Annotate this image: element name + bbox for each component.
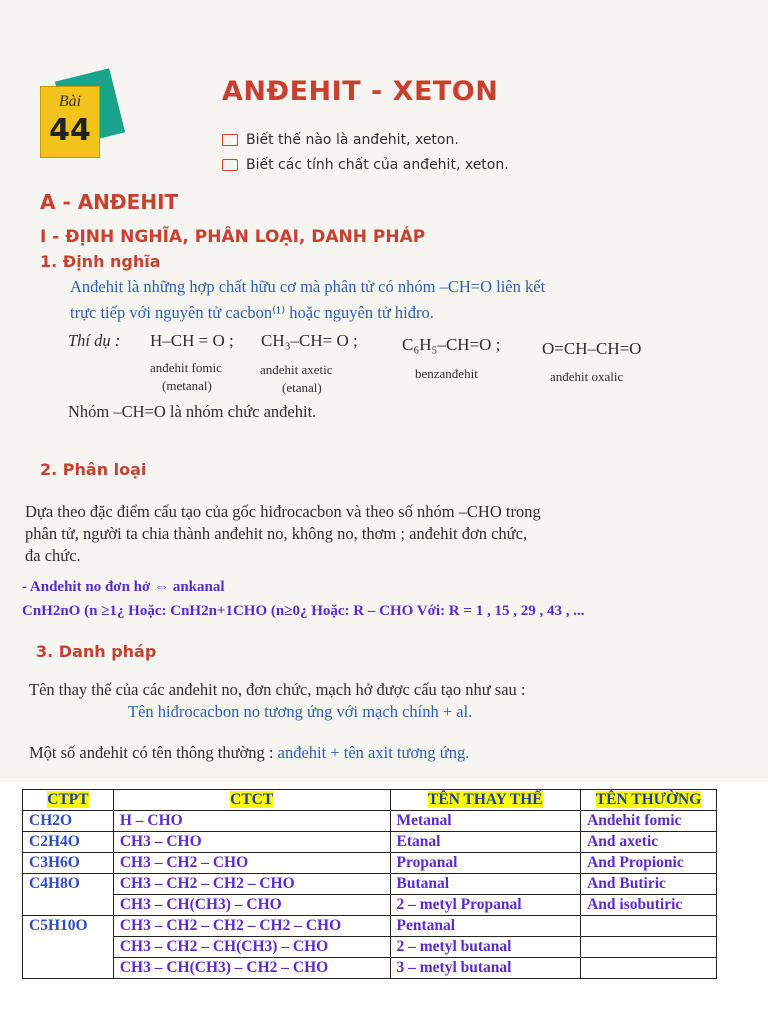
subsection-heading: I - ĐỊNH NGHĨA, PHÂN LOẠI, DANH PHÁP	[40, 227, 426, 247]
table-row	[23, 958, 717, 979]
table-cell: Etanal	[390, 832, 581, 853]
header-cell: TÊN THAY THẾ	[390, 790, 581, 811]
table-cell: CH3 – CH2 – CH(CH3) – CHO	[113, 937, 390, 958]
table-cell: Pentanal	[390, 916, 581, 937]
table-cell	[581, 937, 717, 958]
table-cell: C4H8O	[23, 874, 114, 916]
heading-naming: 3. Danh pháp	[36, 642, 157, 661]
functional-group-text: Nhóm –CH=O là nhóm chức anđehit.	[68, 402, 317, 421]
table-cell	[581, 916, 717, 937]
table-cell: CH3 – CH2 – CH2 – CH2 – CHO	[113, 916, 390, 937]
table-cell: CH3 – CH2 – CHO	[113, 853, 390, 874]
table-cell: CH3 – CH2 – CH2 – CHO	[113, 874, 390, 895]
example-name: anđehit fomic	[150, 360, 222, 375]
table-cell: And axetic	[581, 832, 717, 853]
table-cell: CH3 – CH(CH3) – CHO	[113, 895, 390, 916]
example-formula: CH₃–CH= O ;	[261, 331, 358, 350]
note-line: - Andehit no đơn hở ⇔ ankanal	[22, 579, 225, 595]
table-cell: C2H4O	[23, 832, 114, 853]
table-cell: 3 – metyl butanal	[390, 958, 581, 979]
table-cell: 2 – metyl Propanal	[390, 895, 581, 916]
classification-line: Dựa theo đặc điểm cấu tạo của gốc hiđrocacbon và theo số nhóm –CHO trong	[25, 502, 541, 521]
example-formula: C₆H₅–CH=O ;	[402, 335, 501, 354]
table-cell: Butanal	[390, 874, 581, 895]
example-name: benzanđehit	[415, 366, 478, 381]
table-row	[23, 811, 717, 832]
example-alt-name: (etanal)	[282, 380, 322, 395]
table-row	[23, 895, 717, 916]
table-cell: And Butiric	[581, 874, 717, 895]
table-cell: And Propionic	[581, 853, 717, 874]
table-cell: H – CHO	[113, 811, 390, 832]
page-title: ANĐEHIT - XETON	[222, 76, 499, 107]
naming-rule: Tên hiđrocacbon no tương ứng với mạch chính + al.	[128, 702, 473, 721]
example-label: Thí dụ :	[68, 331, 121, 350]
table-cell: CH3 – CHO	[113, 832, 390, 853]
header-cell: CTCT	[113, 790, 390, 811]
table-row	[23, 937, 717, 958]
example-name: anđehit oxalic	[550, 369, 624, 384]
table-cell: C5H10O	[23, 916, 114, 979]
table-header-row	[23, 790, 717, 811]
header-cell: CTPT	[23, 790, 114, 811]
example-name: anđehit axetic	[260, 362, 333, 377]
note-line: CnH2nO (n ≥1¿ Hoặc: CnH2n+1CHO (n≥0¿ Hoặc: R – CHO Với: R = 1 , 15 , 29 , 43 , ...	[22, 603, 585, 619]
table-cell: Andehit fomic	[581, 811, 717, 832]
table-cell: C3H6O	[23, 853, 114, 874]
table-cell: And isobutiric	[581, 895, 717, 916]
lesson-label: Bài	[58, 93, 82, 110]
classification-line: đa chức.	[25, 546, 81, 565]
lesson-badge	[40, 86, 100, 158]
lesson-number: 44	[49, 113, 91, 148]
aldehyde-table	[22, 789, 717, 979]
table-row	[23, 832, 717, 853]
example-formula: H–CH = O ;	[150, 331, 234, 350]
heading-classification: 2. Phân loại	[40, 460, 147, 479]
table-cell	[581, 958, 717, 979]
table-cell: Metanal	[390, 811, 581, 832]
table-row	[23, 874, 717, 895]
example-alt-name: (metanal)	[162, 378, 212, 393]
objective-item: Biết thế nào là anđehit, xeton.	[222, 132, 459, 148]
section-heading: A - ANĐEHIT	[40, 190, 179, 214]
table-row	[23, 853, 717, 874]
classification-line: phân tử, người ta chia thành anđehit no, không no, thơm ; anđehit đơn chức,	[25, 524, 528, 543]
objective-item: Biết các tính chất của anđehit, xeton.	[222, 157, 509, 173]
heading-definition: 1. Định nghĩa	[40, 252, 161, 271]
table-cell: CH3 – CH(CH3) – CH2 – CHO	[113, 958, 390, 979]
table-cell: CH2O	[23, 811, 114, 832]
naming-line: Một số anđehit có tên thông thường : anđehit + tên axit tương ứng.	[29, 743, 470, 762]
table-cell: Propanal	[390, 853, 581, 874]
example-formula: O=CH–CH=O	[542, 339, 642, 358]
folder-icon	[222, 134, 238, 146]
table-row	[23, 916, 717, 937]
naming-line: Tên thay thế của các anđehit no, đơn chức, mạch hở được cấu tạo như sau :	[29, 680, 526, 699]
table-cell: 2 – metyl butanal	[390, 937, 581, 958]
definition-line: Anđehit là những hợp chất hữu cơ mà phân tử có nhóm –CH=O liên kết	[70, 277, 546, 296]
header-cell: TÊN THƯỜNG	[581, 790, 717, 811]
folder-icon	[222, 159, 238, 171]
definition-line: trực tiếp với nguyên tử cacbon⁽¹⁾ hoặc nguyên tử hiđro.	[70, 303, 434, 322]
